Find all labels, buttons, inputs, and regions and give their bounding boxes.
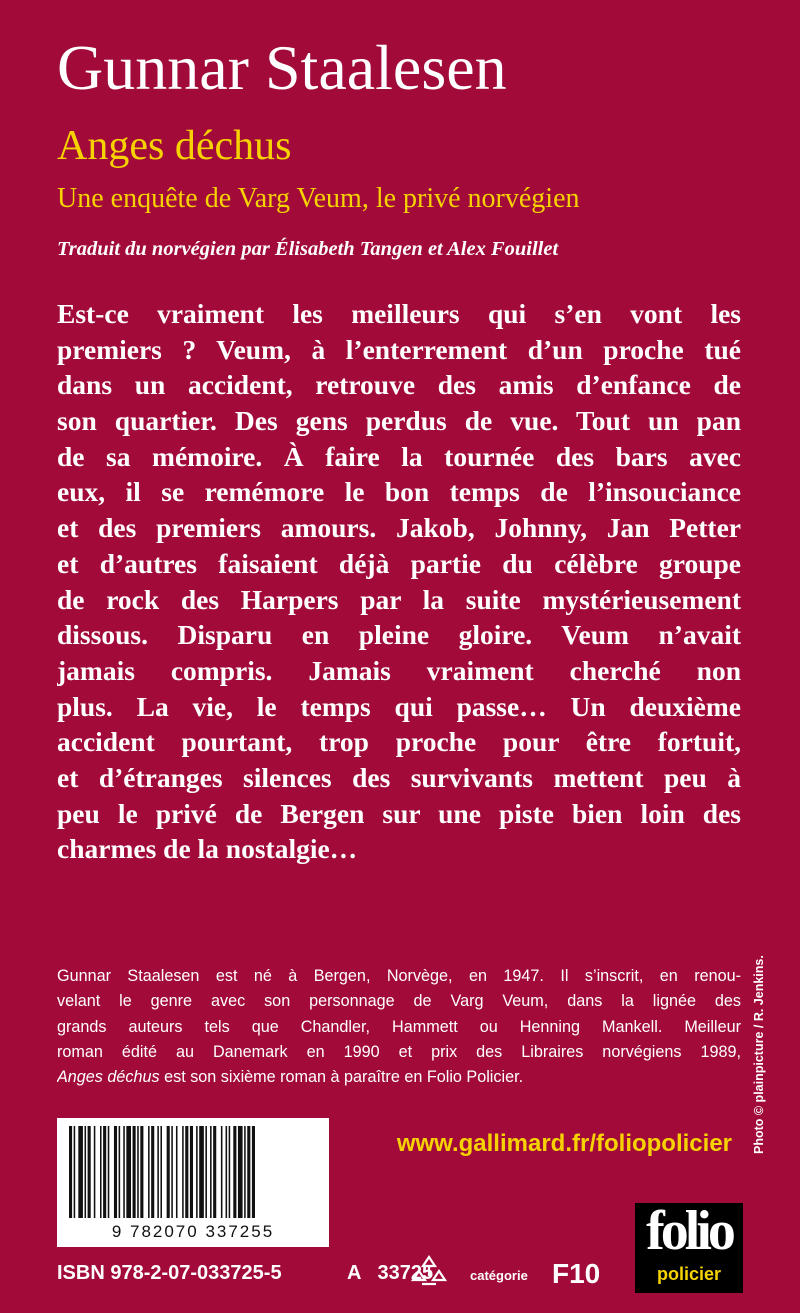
blurb-line: premiers ? Veum, à l’enterrement d’un proche tué [57,333,741,365]
blurb-line: et d’autres faisaient déjà partie du célèbre groupe [57,547,741,579]
blurb-line: eux, il se remémore le bon temps de l’insouciance [57,476,741,508]
barcode-bar [78,1126,83,1218]
barcode-bar [176,1126,178,1218]
barcode-bar [126,1126,131,1218]
barcode-bar [88,1126,91,1218]
barcode-bar [119,1126,121,1218]
author-bio [57,964,741,1090]
bio-line: grands auteurs tels que Chandler, Hammett ou Henning Mankell. Meilleur [57,1017,741,1036]
bio-line: Gunnar Staalesen est né à Bergen, Norvège, en 1947. Il s’inscrit, en renou- [57,967,741,985]
barcode-bar [185,1126,188,1218]
folio-logo-word: folio [646,1200,732,1262]
barcode-bar [167,1126,170,1218]
barcode-bar [160,1126,162,1218]
barcode-bar [69,1126,72,1218]
barcode-bar [137,1126,139,1218]
barcode-bar [244,1126,246,1218]
blurb-line: de sa mémoire. À faire la tournée des bars avec [57,440,741,472]
barcode-bar [210,1126,212,1218]
blurb-line: son quartier. Des gens perdus de vue. Tout un pan [57,405,741,437]
category-label: catégorie [470,1268,528,1283]
blurb-line: plus. La vie, le temps qui passe… Un deuxième [57,690,741,722]
barcode-bar [182,1126,184,1218]
blurb-line: accident pourtant, trop proche pour être fortuit, [57,726,741,758]
bio-book-title: Anges déchus [57,1068,160,1087]
blurb [57,296,741,867]
barcode-bar [123,1126,125,1218]
barcode-bar [133,1126,136,1218]
publisher-emblem-icon [410,1254,448,1290]
barcode-bar [171,1126,173,1218]
blurb-line: Est-ce vraiment les meilleurs qui s’en vont les [57,298,741,329]
barcode-bar [221,1126,223,1218]
barcode-bar [108,1126,110,1218]
barcode-bar [233,1126,236,1218]
blurb-line: jamais compris. Jamais vraiment cherché non [57,654,741,686]
blurb-line: et des premiers amours. Jakob, Johnny, Jan Petter [57,512,741,544]
book-subtitle: Une enquête de Varg Veum, le privé norvégien [57,183,580,214]
book-title: Anges déchus [57,123,292,169]
barcode-bar [238,1126,243,1218]
folio-policier-logo [635,1200,743,1293]
category-value: F10 [552,1258,601,1289]
website-link[interactable]: www.gallimard.fr/foliopolicier [396,1130,732,1157]
barcode-bar [140,1126,143,1218]
blurb-line: peu le privé de Bergen sur une piste bien loin des [57,797,741,829]
barcode-bar [199,1126,204,1218]
barcode-bar [100,1126,102,1218]
blurb-line: de rock des Harpers par la suite mystérieusement [57,583,741,615]
folio-logo-sub: policier [656,1264,722,1284]
barcode-bar [148,1126,150,1218]
barcode-bar [205,1126,207,1218]
bio-line [57,1065,741,1090]
barcode-bar [85,1126,87,1218]
barcode-bar [103,1126,106,1218]
bio-line-rest: est son sixième roman à paraître en Folio Policier. [159,1068,524,1087]
barcode-bar [151,1126,154,1218]
barcode-bar [247,1126,250,1218]
barcode [57,1118,329,1247]
barcode-bar [226,1126,228,1218]
barcode-bar [190,1126,193,1218]
barcode-bar [252,1126,255,1218]
bio-line: velant le genre avec son personnage de Varg Veum, dans la lignée des [57,992,741,1011]
blurb-line: charmes de la nostalgie… [57,833,358,865]
barcode-bar [229,1126,231,1218]
barcode-number: 9 782070 337255 [111,1222,275,1241]
product-code-letter: A [347,1262,362,1284]
author-name: Gunnar Staalesen [57,32,507,103]
bio-line: roman édité au Danemark en 1990 et prix des Libraires norvégiens 1989, [57,1042,741,1061]
translator-credit: Traduit du norvégien par Élisabeth Tangen et Alex Fouillet [57,238,559,260]
barcode-bar [94,1126,96,1218]
barcode-bar [157,1126,159,1218]
barcode-bar [196,1126,198,1218]
barcode-bar [114,1126,117,1218]
blurb-line: et d’étranges silences des survivants mettent peu à [57,761,741,793]
isbn: ISBN 978-2-07-033725-5 [57,1262,282,1284]
blurb-line: dans un accident, retrouve des amis d’enfance de [57,369,741,401]
barcode-bar [74,1126,76,1218]
photo-credit: Photo © plainpicture / R. Jenkins. [752,955,766,1154]
barcode-bar [213,1126,216,1218]
product-code-ref: 33725 [377,1262,434,1284]
blurb-line: dissous. Disparu en pleine gloire. Veum n’avait [57,619,741,651]
